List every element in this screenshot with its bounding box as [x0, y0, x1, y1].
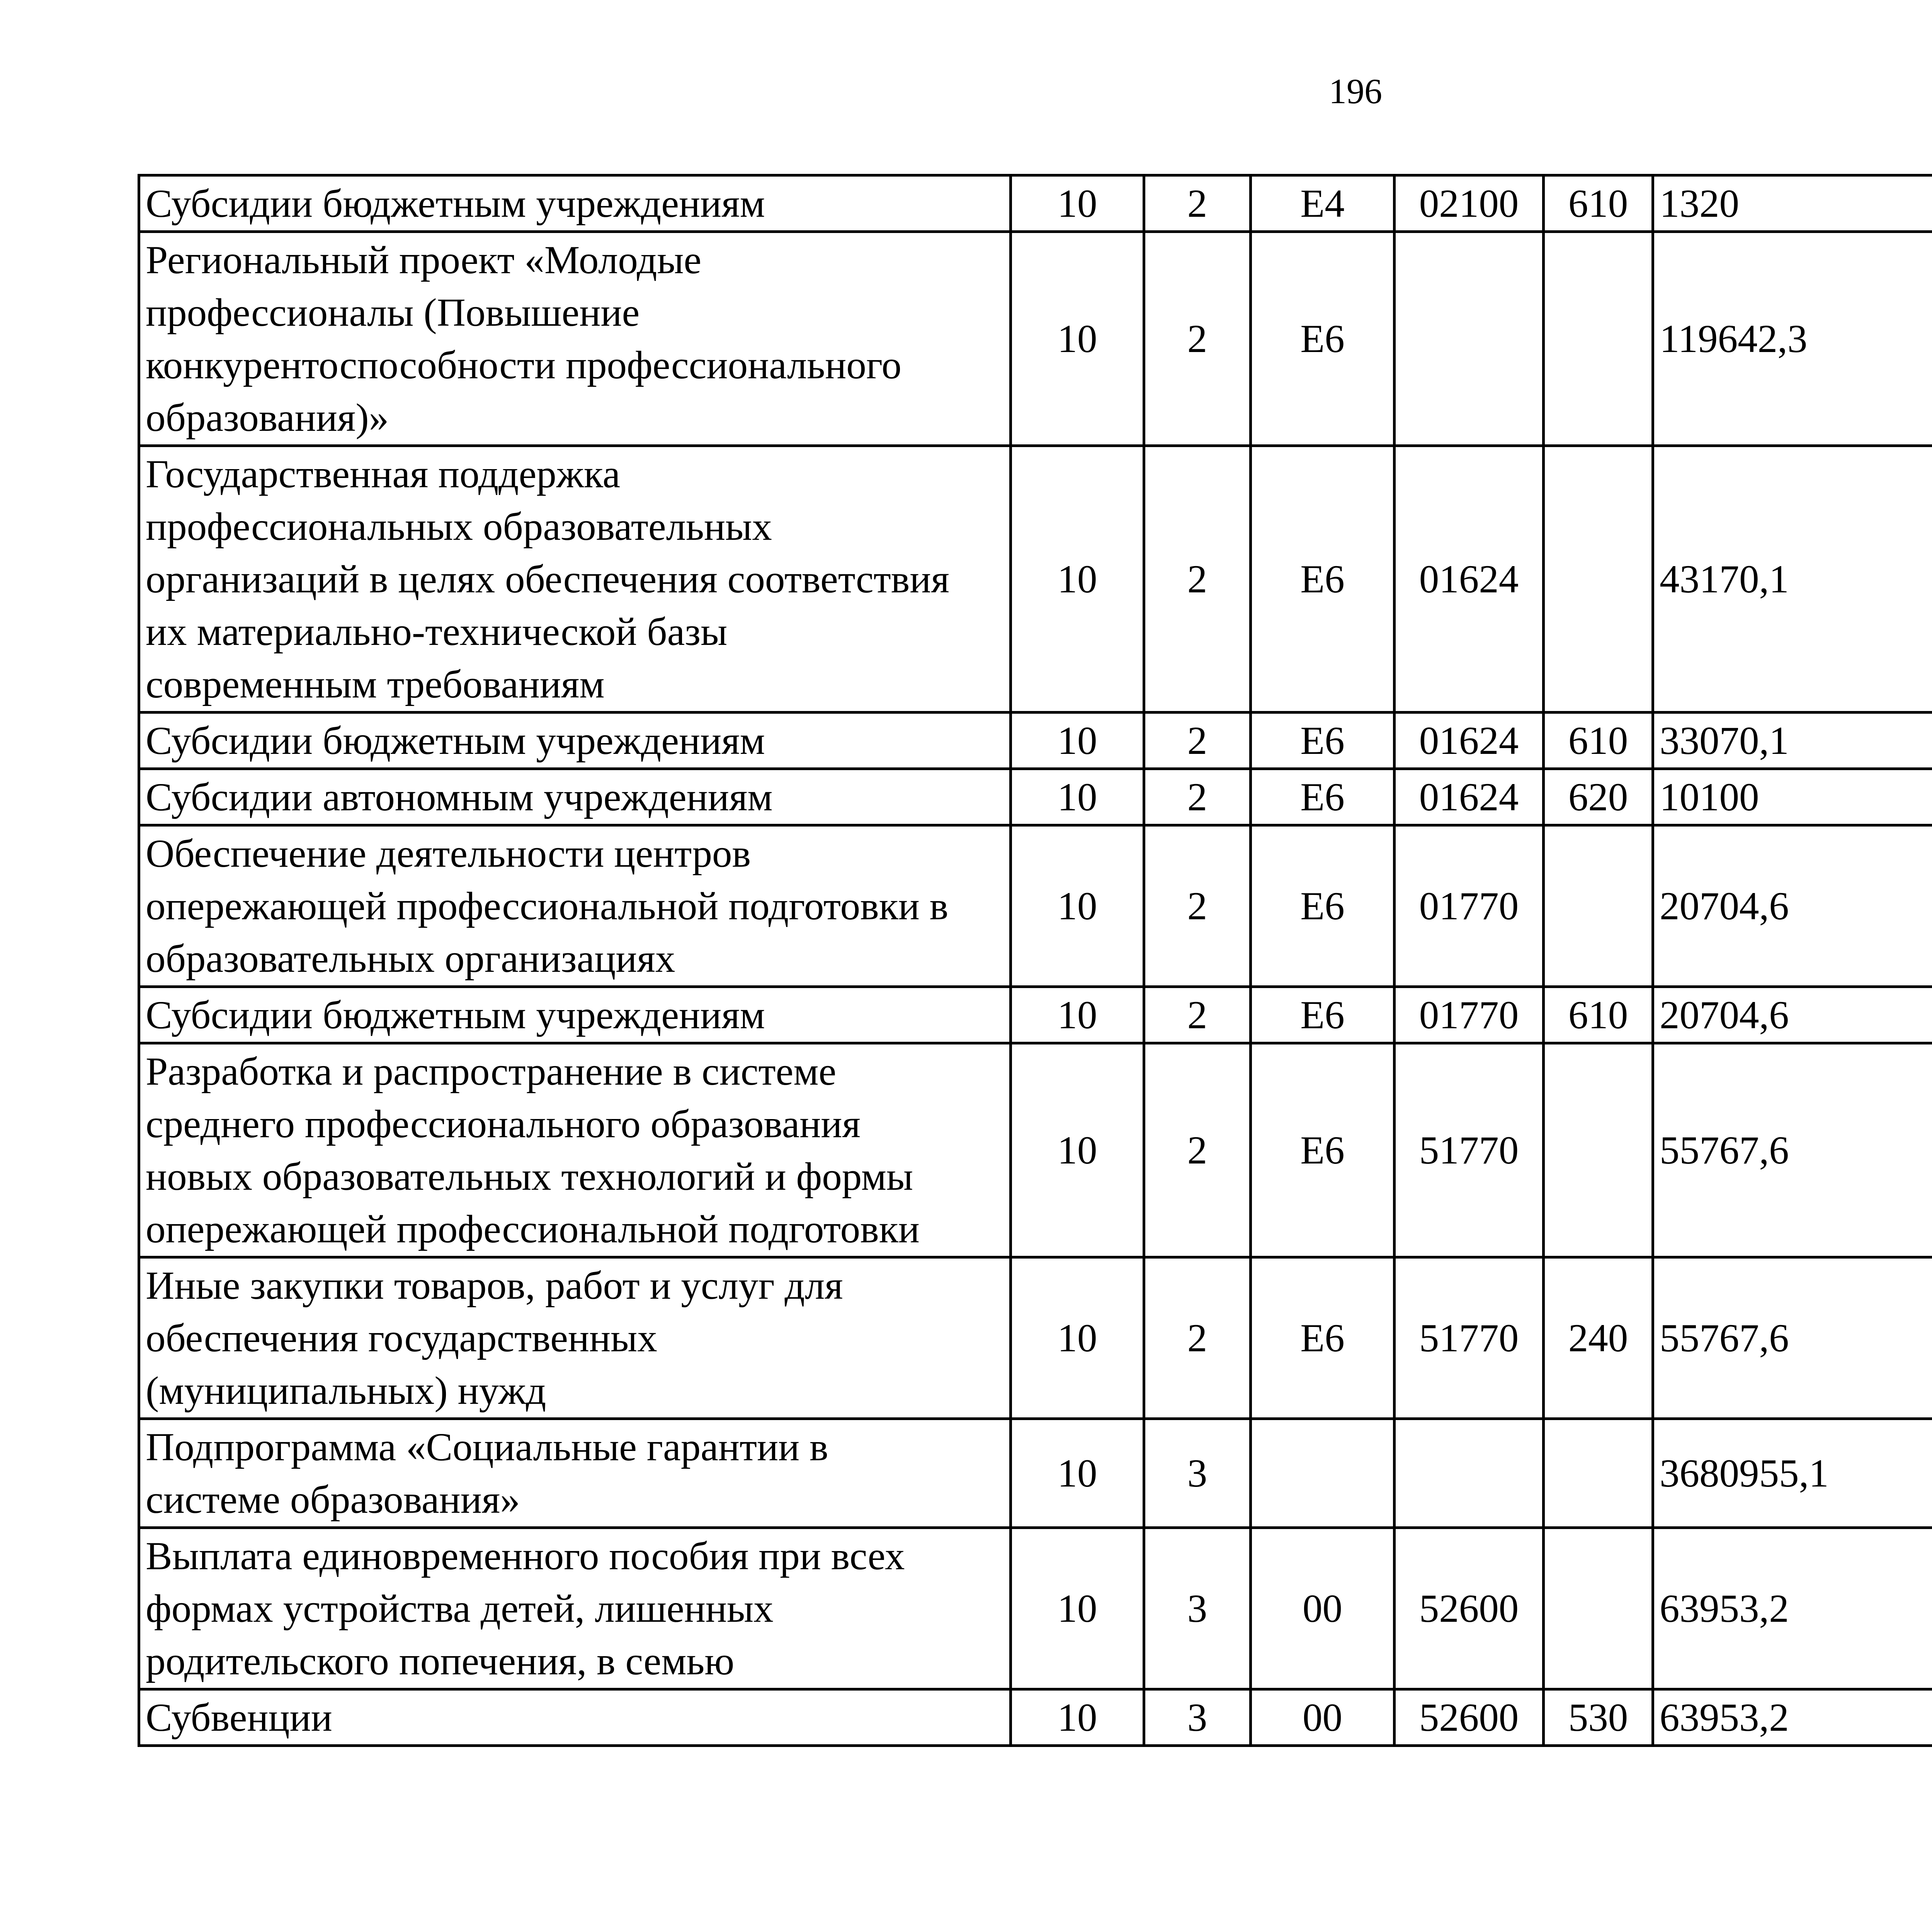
- subsection-code-cell: 2: [1144, 1257, 1251, 1419]
- subsection-code-cell: 2: [1144, 713, 1251, 769]
- table-row: [139, 825, 1932, 987]
- subsection-code-cell: 2: [1144, 825, 1251, 987]
- row-name-cell: Субсидии бюджетным учреждениям: [139, 987, 1011, 1043]
- table-row: [139, 1528, 1932, 1689]
- row-name-cell: Субсидии бюджетным учреждениям: [139, 713, 1011, 769]
- row-name-cell: Субсидии автономным учреждениям: [139, 769, 1011, 825]
- program-code-cell: Е6: [1251, 1043, 1395, 1257]
- subsection-code-cell: 2: [1144, 175, 1251, 232]
- amount-year1-cell: 10100: [1653, 769, 1932, 825]
- direction-code-cell: 01770: [1395, 987, 1544, 1043]
- program-code-cell: Е6: [1251, 1257, 1395, 1419]
- table-row: [139, 175, 1932, 232]
- amount-year1-cell: 55767,6: [1653, 1257, 1932, 1419]
- row-name-cell: Государственная поддержка профессиональных образовательных организаций в целях обеспечения соответствия их материально-технической базы современным требованиям: [139, 446, 1011, 713]
- row-name-cell: Региональный проект «Молодые профессионалы (Повышение конкурентоспособности профессионального образования)»: [139, 232, 1011, 446]
- amount-year1-cell: 33070,1: [1653, 713, 1932, 769]
- amount-year1-cell: 63953,2: [1653, 1528, 1932, 1689]
- amount-year1-cell: 119642,3: [1653, 232, 1932, 446]
- program-code-cell: Е6: [1251, 713, 1395, 769]
- table-row: [139, 446, 1932, 713]
- expense-type-cell: [1544, 825, 1653, 987]
- subsection-code-cell: 2: [1144, 1043, 1251, 1257]
- subsection-code-cell: 2: [1144, 232, 1251, 446]
- section-code-cell: 10: [1011, 232, 1144, 446]
- budget-table: [138, 174, 1932, 1747]
- subsection-code-cell: 3: [1144, 1689, 1251, 1746]
- amount-year1-cell: 20704,6: [1653, 825, 1932, 987]
- expense-type-cell: [1544, 1419, 1653, 1528]
- expense-type-cell: 530: [1544, 1689, 1653, 1746]
- program-code-cell: 00: [1251, 1689, 1395, 1746]
- budget-table-body: [139, 175, 1932, 1746]
- expense-type-cell: [1544, 446, 1653, 713]
- subsection-code-cell: 2: [1144, 987, 1251, 1043]
- table-row: [139, 769, 1932, 825]
- section-code-cell: 10: [1011, 175, 1144, 232]
- section-code-cell: 10: [1011, 825, 1144, 987]
- row-name-cell: Обеспечение деятельности центров опережающей профессиональной подготовки в образовательных организациях: [139, 825, 1011, 987]
- table-row: [139, 1043, 1932, 1257]
- table-row: [139, 1419, 1932, 1528]
- program-code-cell: Е6: [1251, 769, 1395, 825]
- amount-year1-cell: 20704,6: [1653, 987, 1932, 1043]
- section-code-cell: 10: [1011, 769, 1144, 825]
- row-name-cell: Иные закупки товаров, работ и услуг для обеспечения государственных (муниципальных) нужд: [139, 1257, 1011, 1419]
- program-code-cell: Е6: [1251, 446, 1395, 713]
- section-code-cell: 10: [1011, 713, 1144, 769]
- row-name-cell: Разработка и распространение в системе среднего профессионального образования новых образовательных технологий и формы опережающей профессиональной подготовки: [139, 1043, 1011, 1257]
- direction-code-cell: 01770: [1395, 825, 1544, 987]
- section-code-cell: 10: [1011, 1528, 1144, 1689]
- amount-year1-cell: 43170,1: [1653, 446, 1932, 713]
- section-code-cell: 10: [1011, 1689, 1144, 1746]
- subsection-code-cell: 3: [1144, 1528, 1251, 1689]
- section-code-cell: 10: [1011, 987, 1144, 1043]
- expense-type-cell: 610: [1544, 713, 1653, 769]
- section-code-cell: 10: [1011, 446, 1144, 713]
- expense-type-cell: [1544, 1043, 1653, 1257]
- amount-year1-cell: 55767,6: [1653, 1043, 1932, 1257]
- program-code-cell: Е6: [1251, 825, 1395, 987]
- table-row: [139, 987, 1932, 1043]
- row-name-cell: Выплата единовременного пособия при всех формах устройства детей, лишенных родительского попечения, в семью: [139, 1528, 1011, 1689]
- expense-type-cell: [1544, 1528, 1653, 1689]
- table-row: [139, 1689, 1932, 1746]
- direction-code-cell: 02100: [1395, 175, 1544, 232]
- table-row: [139, 232, 1932, 446]
- table-row: [139, 1257, 1932, 1419]
- expense-type-cell: 240: [1544, 1257, 1653, 1419]
- direction-code-cell: 51770: [1395, 1043, 1544, 1257]
- section-code-cell: 10: [1011, 1257, 1144, 1419]
- program-code-cell: Е6: [1251, 232, 1395, 446]
- subsection-code-cell: 2: [1144, 769, 1251, 825]
- direction-code-cell: [1395, 1419, 1544, 1528]
- direction-code-cell: 52600: [1395, 1528, 1544, 1689]
- subsection-code-cell: 3: [1144, 1419, 1251, 1528]
- direction-code-cell: 52600: [1395, 1689, 1544, 1746]
- direction-code-cell: 01624: [1395, 769, 1544, 825]
- direction-code-cell: 51770: [1395, 1257, 1544, 1419]
- row-name-cell: Субсидии бюджетным учреждениям: [139, 175, 1011, 232]
- table-row: [139, 713, 1932, 769]
- expense-type-cell: [1544, 232, 1653, 446]
- program-code-cell: 00: [1251, 1528, 1395, 1689]
- page-number: 196: [1329, 71, 1382, 111]
- section-code-cell: 10: [1011, 1043, 1144, 1257]
- row-name-cell: Подпрограмма «Социальные гарантии в системе образования»: [139, 1419, 1011, 1528]
- row-name-cell: Субвенции: [139, 1689, 1011, 1746]
- direction-code-cell: 01624: [1395, 446, 1544, 713]
- direction-code-cell: 01624: [1395, 713, 1544, 769]
- expense-type-cell: 610: [1544, 987, 1653, 1043]
- program-code-cell: [1251, 1419, 1395, 1528]
- amount-year1-cell: 63953,2: [1653, 1689, 1932, 1746]
- section-code-cell: 10: [1011, 1419, 1144, 1528]
- amount-year1-cell: 3680955,1: [1653, 1419, 1932, 1528]
- program-code-cell: Е4: [1251, 175, 1395, 232]
- program-code-cell: Е6: [1251, 987, 1395, 1043]
- amount-year1-cell: 1320: [1653, 175, 1932, 232]
- subsection-code-cell: 2: [1144, 446, 1251, 713]
- expense-type-cell: 620: [1544, 769, 1653, 825]
- direction-code-cell: [1395, 232, 1544, 446]
- expense-type-cell: 610: [1544, 175, 1653, 232]
